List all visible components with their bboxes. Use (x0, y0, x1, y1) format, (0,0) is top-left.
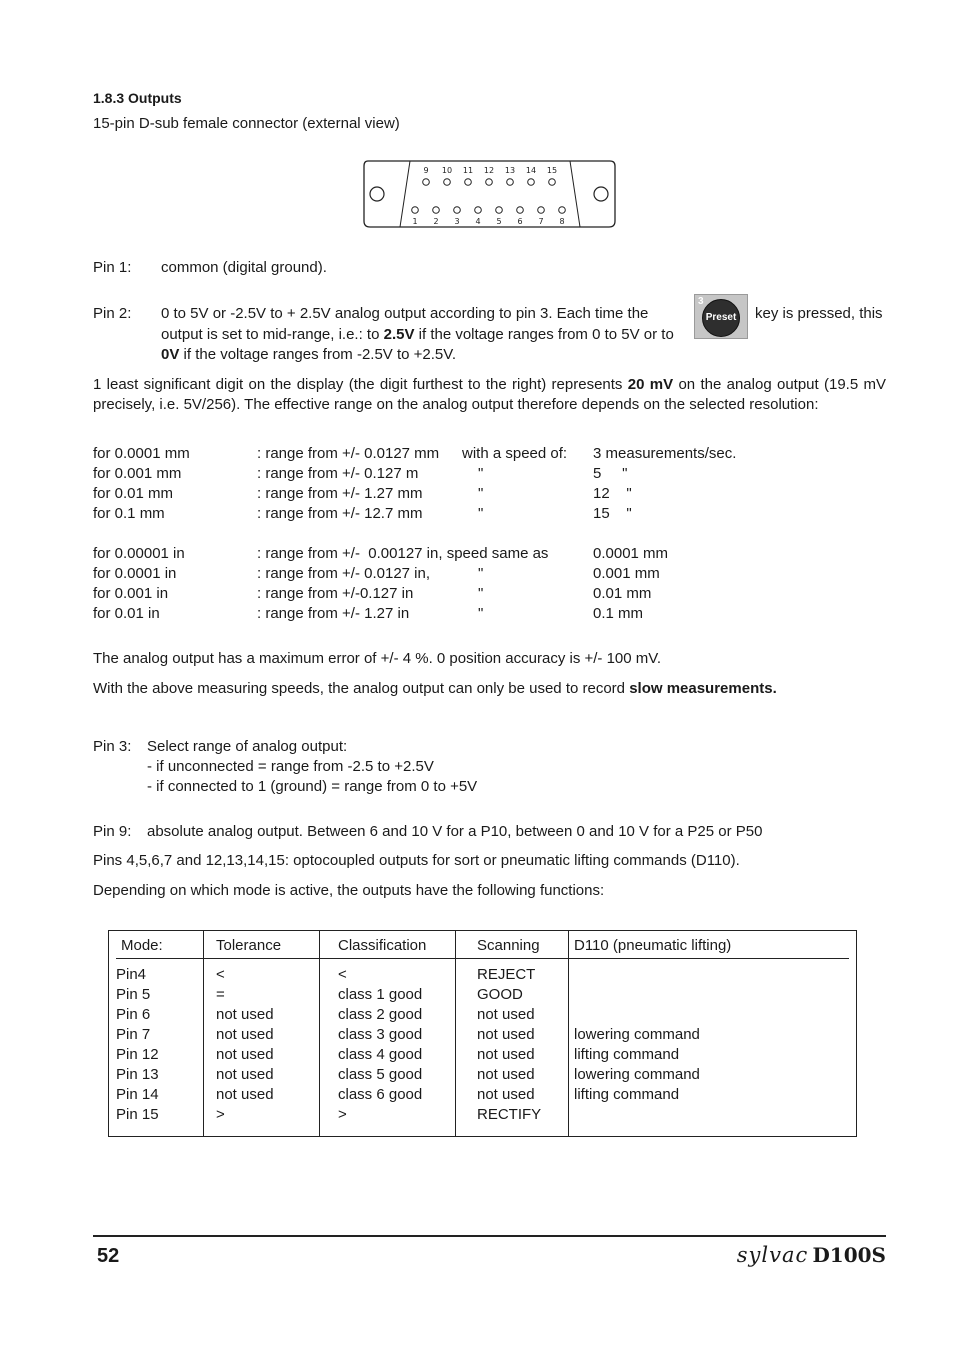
resolution-range: : range from +/-0.127 in (257, 585, 414, 602)
max-error-text: The analog output has a maximum error of +/- 4 %. 0 position accuracy is +/- 100 mV. (93, 650, 662, 667)
table-header-mode: Mode: (121, 937, 163, 954)
top-pin-label: 11 (462, 166, 474, 175)
top-pin-hole (465, 179, 472, 186)
resolution-res: for 0.01 mm (93, 485, 174, 502)
preset-key-number: 3 (698, 296, 704, 307)
table-cell-classification: class 5 good (338, 1066, 423, 1083)
top-pin-label: 9 (423, 166, 429, 175)
table-cell-scanning: not used (477, 1046, 535, 1063)
table-cell-mode: Pin 7 (116, 1026, 151, 1043)
resolution-val: 3 measurements/sec. (593, 445, 737, 462)
preset-key-icon (694, 294, 748, 339)
table-cell-classification: class 3 good (338, 1026, 423, 1043)
table-cell-tolerance: > (216, 1106, 225, 1123)
optocoupled-pins-text: Pins 4,5,6,7 and 12,13,14,15: optocoupled outputs for sort or pneumatic lifting commands (D110). (93, 852, 740, 869)
table-cell-classification: class 4 good (338, 1046, 423, 1063)
table-cell-scanning: not used (477, 1026, 535, 1043)
table-cell-mode: Pin 12 (116, 1046, 159, 1063)
brand-logo: sylvac (736, 1243, 809, 1267)
top-pin-label: 10 (441, 166, 453, 175)
footer-rule (93, 1235, 886, 1237)
top-pin-label: 12 (483, 166, 495, 175)
resolution-mid: " (478, 585, 484, 602)
resolution-range: : range from +/- 12.7 mm (257, 505, 423, 522)
resolution-res: for 0.001 in (93, 585, 169, 602)
bottom-pin-label: 1 (412, 217, 418, 226)
depending-text: Depending on which mode is active, the outputs have the following functions: (93, 882, 605, 899)
table-cell-classification: class 6 good (338, 1086, 423, 1103)
lsd-paragraph: 1 least significant digit on the display (the digit furthest to the right) represents 20 mV on the analog output (19.5 mV precisely, i.e. 5V/256). The effective range on the analog output therefore depends on the selected resolution: (93, 376, 887, 413)
pin9-label: Pin 9: (93, 823, 132, 840)
resolution-val: 0.0001 mm (593, 545, 669, 562)
table-cell-d110: lowering command (574, 1026, 700, 1043)
resolution-res: for 0.001 mm (93, 465, 182, 482)
table-cell-d110 (574, 985, 700, 1005)
pin9-text: absolute analog output. Between 6 and 10 V for a P10, between 0 and 10 V for a P25 or P50 (147, 823, 763, 840)
functions-table (108, 930, 857, 1137)
table-cell-d110 (574, 965, 700, 985)
table-column-d110 (574, 965, 700, 1125)
section-heading: 1.8.3 Outputs (93, 90, 182, 106)
table-cell-tolerance: not used (216, 1086, 274, 1103)
bottom-pin-hole (412, 207, 419, 214)
table-cell-tolerance: not used (216, 1006, 274, 1023)
top-pin-hole (444, 179, 451, 186)
resolution-val: 0.001 mm (593, 565, 660, 582)
bottom-pin-label: 8 (559, 217, 565, 226)
table-cell-scanning: not used (477, 1086, 535, 1103)
preset-key-label: Preset (702, 299, 740, 337)
table-cell-scanning: REJECT (477, 966, 536, 983)
top-pin-label: 15 (546, 166, 558, 175)
table-cell-scanning: RECTIFY (477, 1106, 542, 1123)
page-number: 52 (97, 1245, 120, 1267)
resolution-mid: " (478, 485, 484, 502)
table-header-classification: Classification (338, 937, 427, 954)
table-cell-scanning: not used (477, 1006, 535, 1023)
pin2-line3: 0V if the voltage ranges from -2.5V to +2.5V. (161, 346, 457, 363)
table-cell-d110 (574, 1005, 700, 1025)
top-pin-label: 14 (525, 166, 537, 175)
pin1-text: common (digital ground). (161, 259, 327, 276)
pin2-line1: 0 to 5V or -2.5V to + 2.5V analog output according to pin 3. Each time the (161, 305, 649, 322)
table-cell-mode: Pin 14 (116, 1086, 159, 1103)
resolution-mid: " (478, 505, 484, 522)
table-cell-d110 (574, 1105, 700, 1125)
table-cell-scanning: GOOD (477, 986, 523, 1003)
bottom-pin-hole (433, 207, 440, 214)
bottom-pin-label: 4 (475, 217, 481, 226)
resolution-val: 15 " (593, 505, 632, 522)
pin3-line1: Select range of analog output: (147, 738, 348, 755)
slow-measurements-text: With the above measuring speeds, the analog output can only be used to record slow measurements. (93, 680, 777, 697)
table-cell-classification: class 1 good (338, 986, 423, 1003)
top-pin-hole (528, 179, 535, 186)
table-cell-d110: lifting command (574, 1086, 680, 1103)
table-column-classification (338, 965, 422, 1125)
resolution-range: : range from +/- 0.00127 in, speed same as (257, 545, 549, 562)
resolution-range: : range from +/- 1.27 mm (257, 485, 423, 502)
resolution-val: 5 " (593, 465, 628, 482)
table-column-mode (116, 965, 159, 1125)
table-column-tolerance (216, 965, 274, 1125)
footer-logo (737, 1243, 886, 1267)
pin3-line3: - if connected to 1 (ground) = range from 0 to +5V (147, 778, 478, 795)
pin3-line2: - if unconnected = range from -2.5 to +2.5V (147, 758, 434, 775)
resolution-res: for 0.0001 mm (93, 445, 190, 462)
pin2-line1-after: key is pressed, this (755, 305, 883, 322)
resolution-val: 0.1 mm (593, 605, 644, 622)
table-header-scanning: Scanning (477, 937, 540, 954)
bottom-pin-label: 2 (433, 217, 439, 226)
table-cell-mode: Pin 5 (116, 986, 151, 1003)
resolution-range: : range from +/- 0.0127 mm (257, 445, 440, 462)
top-pin-hole (423, 179, 430, 186)
resolution-res: for 0.0001 in (93, 565, 177, 582)
table-cell-d110: lowering command (574, 1066, 700, 1083)
bottom-pin-label: 3 (454, 217, 460, 226)
pin1-label: Pin 1: (93, 259, 132, 276)
table-cell-mode: Pin4 (116, 966, 147, 983)
table-cell-mode: Pin 15 (116, 1106, 159, 1123)
top-pin-hole (549, 179, 556, 186)
bottom-pin-hole (517, 207, 524, 214)
bottom-pin-hole (538, 207, 545, 214)
table-cell-mode: Pin 6 (116, 1006, 151, 1023)
bottom-pin-label: 7 (538, 217, 544, 226)
mounting-hole-right (594, 187, 608, 201)
resolution-range: : range from +/- 1.27 in (257, 605, 410, 622)
bottom-pin-hole (496, 207, 503, 214)
resolution-mid: " (478, 605, 484, 622)
resolution-mid: " (478, 565, 484, 582)
table-cell-scanning: not used (477, 1066, 535, 1083)
pin2-label: Pin 2: (93, 305, 132, 322)
top-pin-label: 13 (504, 166, 516, 175)
pin3-label: Pin 3: (93, 738, 132, 755)
pin2-line2: output is set to mid-range, i.e.: to 2.5V if the voltage ranges from 0 to 5V or to (161, 326, 674, 343)
bottom-pin-label: 5 (496, 217, 502, 226)
mounting-hole-left (370, 187, 384, 201)
bottom-pin-hole (475, 207, 482, 214)
table-cell-tolerance: = (216, 986, 225, 1003)
resolution-mid: with a speed of: (462, 445, 568, 462)
resolution-res: for 0.01 in (93, 605, 160, 622)
table-cell-classification: > (338, 1106, 347, 1123)
table-cell-tolerance: < (216, 966, 225, 983)
top-pin-hole (486, 179, 493, 186)
resolution-res: for 0.1 mm (93, 505, 165, 522)
table-header-tolerance: Tolerance (216, 937, 282, 954)
table-header-d110: D110 (pneumatic lifting) (574, 937, 732, 954)
table-cell-mode: Pin 13 (116, 1066, 159, 1083)
section-subtitle: 15-pin D-sub female connector (external view) (93, 115, 400, 132)
bottom-pin-hole (559, 207, 566, 214)
table-cell-classification: < (338, 966, 347, 983)
table-cell-d110: lifting command (574, 1046, 680, 1063)
resolution-range: : range from +/- 0.0127 in, (257, 565, 431, 582)
bottom-pin-label: 6 (517, 217, 523, 226)
dsub-connector-diagram (360, 158, 620, 232)
top-pin-hole (507, 179, 514, 186)
resolution-res: for 0.00001 in (93, 545, 185, 562)
resolution-range: : range from +/- 0.127 m (257, 465, 419, 482)
table-column-scanning (477, 965, 541, 1125)
resolution-mid: " (478, 465, 484, 482)
resolution-val: 0.01 mm (593, 585, 652, 602)
resolution-val: 12 " (593, 485, 632, 502)
bottom-pin-hole (454, 207, 461, 214)
table-cell-tolerance: not used (216, 1026, 274, 1043)
table-cell-classification: class 2 good (338, 1006, 423, 1023)
table-cell-tolerance: not used (216, 1046, 274, 1063)
table-cell-tolerance: not used (216, 1066, 274, 1083)
model-logo: D100S (812, 1243, 886, 1267)
